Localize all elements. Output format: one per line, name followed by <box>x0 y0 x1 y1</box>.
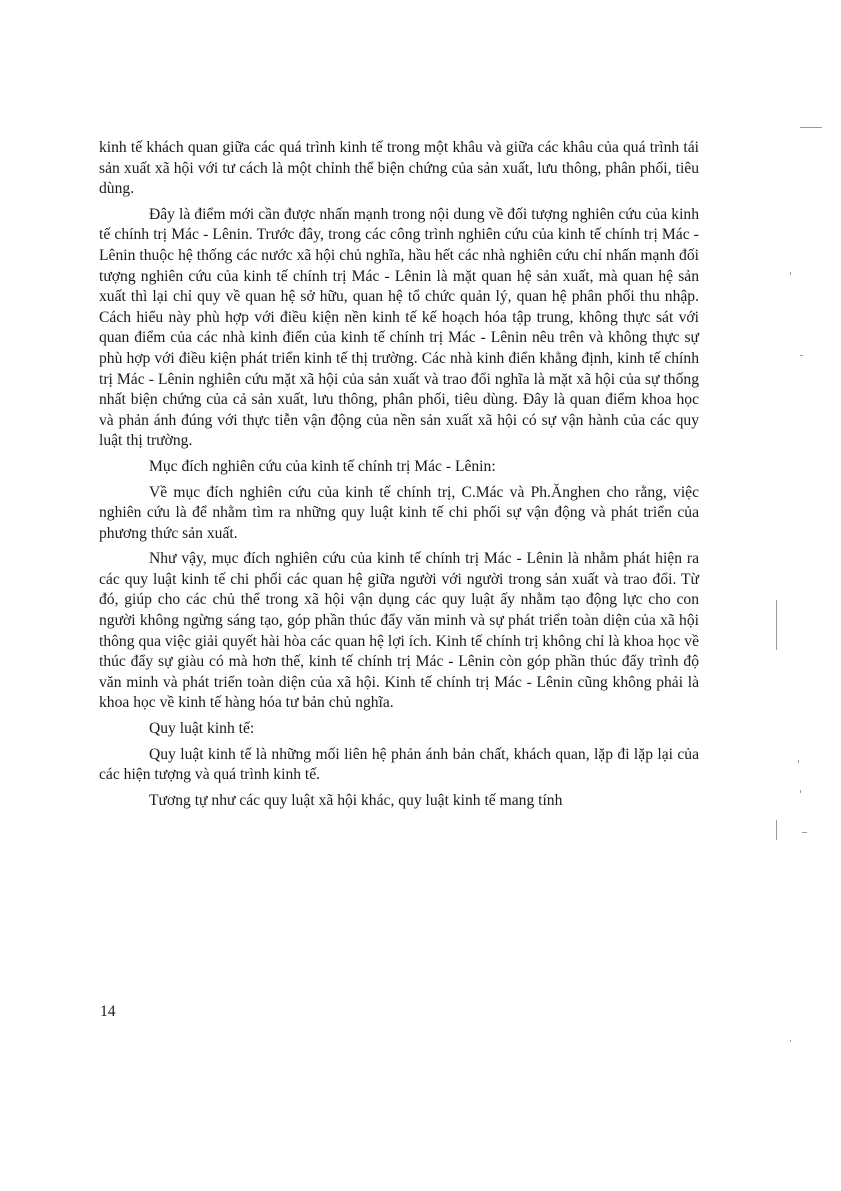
scan-mark <box>776 600 777 650</box>
paragraph-new-point: Đây là điểm mới cần được nhấn mạnh trong nội dung về đối tượng nghiên cứu của kinh tế chính trị Mác - Lênin. Trước đây, trong các công trình nghiên cứu của kinh tế chính trị Mác - Lênin thuộc hệ thống các nước xã hội chủ nghĩa, hầu hết các nhà nghiên cứu chỉ nhấn mạnh đối tượng nghiên cứu của kinh tế chính trị Mác - Lênin là mặt quan hệ sản xuất, mà quan hệ sản xuất thì lại chỉ quy về quan hệ sở hữu, quan hệ tổ chức quản lý, quan hệ phân phối thu nhập. Cách hiểu này phù hợp với điều kiện nền kinh tế kế hoạch hóa tập trung, không thực sát với quan điểm của các nhà kinh điển của kinh tế chính trị Mác - Lênin nêu trên và không thực sự phù hợp với điều kiện phát triển kinh tế thị trường. Các nhà kinh điển khẳng định, kinh tế chính trị Mác - Lênin nghiên cứu mặt xã hội của sản xuất và trao đổi nghĩa là mặt xã hội của sự thống nhất biện chứng của cả sản xuất, lưu thông, phân phối, tiêu dùng. Đây là quan điểm khoa học và phản ánh đúng với thực tiễn vận động của nền sản xuất xã hội có sự vận hành của các quy luật thị trường. <box>99 205 699 450</box>
scan-mark <box>800 355 803 356</box>
paragraph-economic-law-nature: Tương tự như các quy luật xã hội khác, quy luật kinh tế mang tính <box>149 791 563 809</box>
paragraph-marx-engels-purpose: Về mục đích nghiên cứu của kinh tế chính trị, C.Mác và Ph.Ănghen cho rằng, việc nghiên cứu là để nhằm tìm ra những quy luật kinh tế chi phối sự vận động và phát triển của phương thức sản xuất. <box>99 483 699 542</box>
scan-mark <box>800 127 822 128</box>
paragraph-economic-law-definition: Quy luật kinh tế là những mối liên hệ phản ánh bản chất, khách quan, lặp đi lặp lại của các hiện tượng và quá trình kinh tế. <box>99 745 699 784</box>
scan-mark <box>800 790 801 793</box>
heading-economic-law: Quy luật kinh tế: <box>149 720 255 738</box>
scan-mark <box>798 760 799 763</box>
scan-mark <box>802 832 807 833</box>
scan-mark <box>790 1040 791 1042</box>
page-number: 14 <box>100 1003 116 1020</box>
body-text <box>99 138 699 811</box>
scan-mark <box>790 272 791 275</box>
scan-mark <box>776 820 777 840</box>
paragraph-continuation: kinh tế khách quan giữa các quá trình kinh tế trong một khâu và giữa các khâu của quá trình tái sản xuất xã hội với tư cách là một chỉnh thể biện chứng của sản xuất, lưu thông, phân phối, tiêu dùng. <box>99 139 699 198</box>
paragraph-research-purpose: Như vậy, mục đích nghiên cứu của kinh tế chính trị Mác - Lênin là nhằm phát hiện ra các quy luật kinh tế chi phối các quan hệ giữa người với người trong sản xuất và trao đổi. Từ đó, giúp cho các chủ thể trong xã hội vận dụng các quy luật ấy nhằm tạo động lực cho con người không ngừng sáng tạo, góp phần thúc đẩy văn minh và sự phát triển toàn diện của xã hội thông qua việc giải quyết hài hòa các quan hệ lợi ích. Kinh tế chính trị không chỉ là khoa học về thúc đẩy sự giàu có mà hơn thế, kinh tế chính trị Mác - Lênin còn góp phần thúc đẩy trình độ văn minh và phát triển toàn diện của xã hội. Kinh tế chính trị Mác - Lênin cũng không phải là khoa học về kinh tế hàng hóa tư bản chủ nghĩa. <box>99 550 699 712</box>
heading-research-purpose: Mục đích nghiên cứu của kinh tế chính trị Mác - Lênin: <box>149 457 496 475</box>
